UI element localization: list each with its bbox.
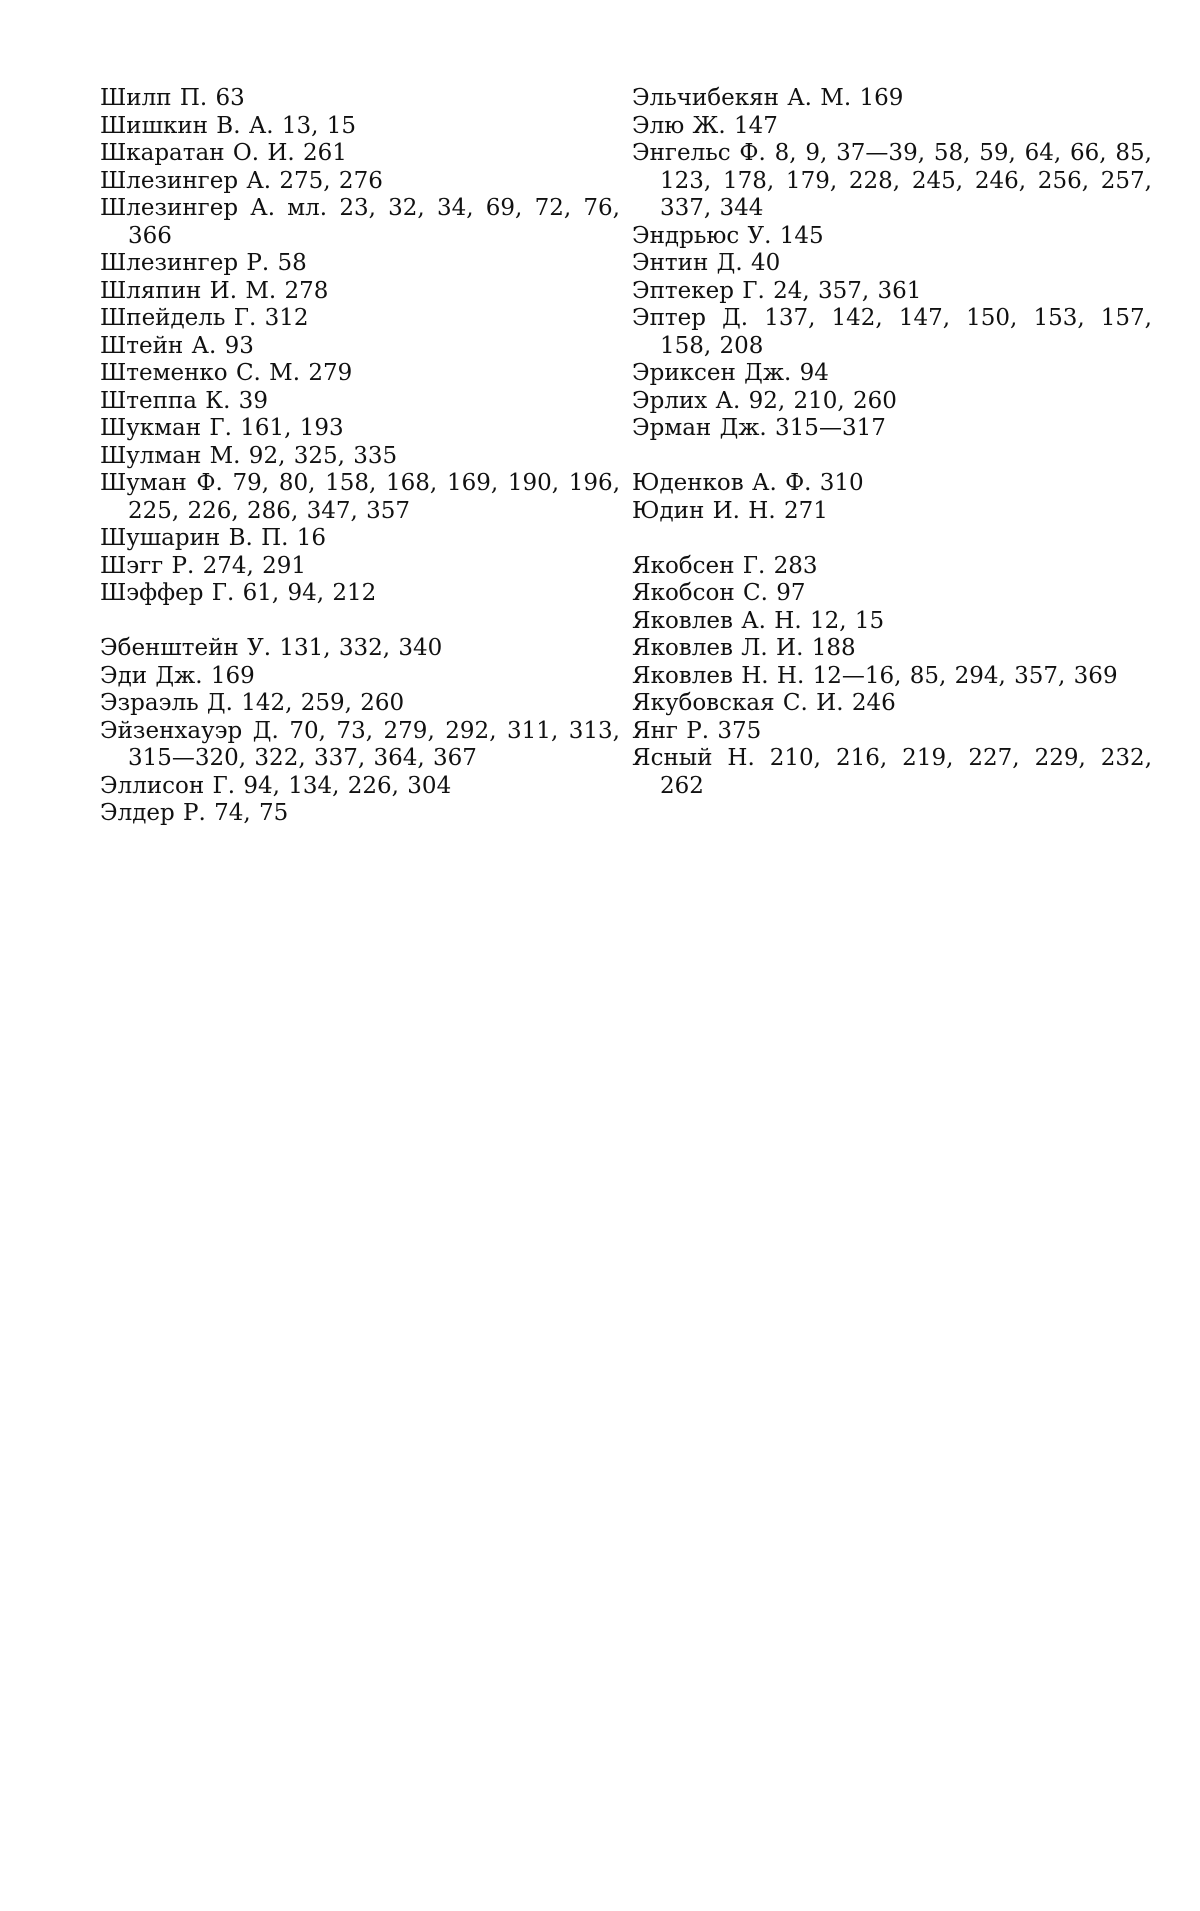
index-entry: Эндрьюс У. 145 [632,222,824,249]
index-entry: Ясный Н. 210, 216, 219, 227, 229, 232, 262 [632,745,1152,799]
index-entry: Эбенштейн У. 131, 332, 340 [100,635,443,661]
index-column-right [632,85,1152,800]
index-entry: Якобсен Г. 283 [632,552,818,579]
index-entry: Юдин И. Н. 271 [632,497,828,524]
index-entry: Шэгг Р. 274, 291 [100,552,307,579]
index-entry: Эрман Дж. 315—317 [632,415,886,441]
index-entry: Якубовская С. И. 246 [632,690,896,716]
index-entry: Шилп П. 63 [100,85,245,111]
index-entry: Янг Р. 375 [632,717,762,744]
index-entry: Якобсон С. 97 [632,580,806,606]
index-entry: Энгельс Ф. 8, 9, 37—39, 58, 59, 64, 66, 85, 123, 178, 179, 228, 245, 246, 256, 257, 337, 344 [632,140,1152,221]
index-entry: Эди Дж. 169 [100,662,255,689]
index-group-e-cont [632,85,1152,443]
index-entry: Штеппа К. 39 [100,387,268,414]
index-entry: Яковлев А. Н. 12, 15 [632,607,885,634]
index-entry: Элдер Р. 74, 75 [100,800,289,826]
index-entry: Эзраэль Д. 142, 259, 260 [100,690,405,716]
index-entry: Шуман Ф. 79, 80, 158, 168, 169, 190, 196, 225, 226, 286, 347, 357 [100,470,620,524]
index-entry: Шушарин В. П. 16 [100,525,327,551]
index-group-ya [632,553,1152,801]
index-entry: Шкаратан О. И. 261 [100,140,347,166]
index-group-yu [632,470,1152,525]
index-entry: Шукман Г. 161, 193 [100,415,344,441]
index-entry: Эйзенхауэр Д. 70, 73, 279, 292, 311, 313, 315—320, 322, 337, 364, 367 [100,717,620,771]
index-entry: Штеменко С. М. 279 [100,360,353,386]
index-entry: Элю Ж. 147 [632,112,778,139]
index-column-left [100,85,620,828]
index-entry: Эптер Д. 137, 142, 147, 150, 153, 157, 158, 208 [632,305,1152,359]
group-separator [632,525,1152,553]
index-group-e [100,635,620,828]
group-separator [632,443,1152,471]
index-entry: Энтин Д. 40 [632,250,781,276]
index-entry: Шишкин В. А. 13, 15 [100,112,357,139]
index-entry: Эптекер Г. 24, 357, 361 [632,277,922,304]
index-entry: Штейн А. 93 [100,332,254,359]
index-entry: Шлезингер А. мл. 23, 32, 34, 69, 72, 76, 366 [100,195,620,249]
index-entry: Юденков А. Ф. 310 [632,470,864,496]
index-entry: Шулман М. 92, 325, 335 [100,442,398,469]
group-separator [100,608,620,636]
index-entry: Шляпин И. М. 278 [100,277,329,304]
index-entry: Шлезингер Р. 58 [100,250,307,276]
index-group-sh [100,85,620,608]
index-entry: Шлезингер А. 275, 276 [100,167,383,194]
index-entry: Шэффер Г. 61, 94, 212 [100,580,377,606]
index-entry: Эриксен Дж. 94 [632,360,829,386]
index-entry: Эллисон Г. 94, 134, 226, 304 [100,772,452,799]
index-entry: Яковлев Н. Н. 12—16, 85, 294, 357, 369 [632,662,1118,689]
index-entry: Эрлих А. 92, 210, 260 [632,387,897,414]
index-entry: Эльчибекян А. М. 169 [632,85,904,111]
index-entry: Яковлев Л. И. 188 [632,635,856,661]
index-entry: Шпейдель Г. 312 [100,305,309,331]
